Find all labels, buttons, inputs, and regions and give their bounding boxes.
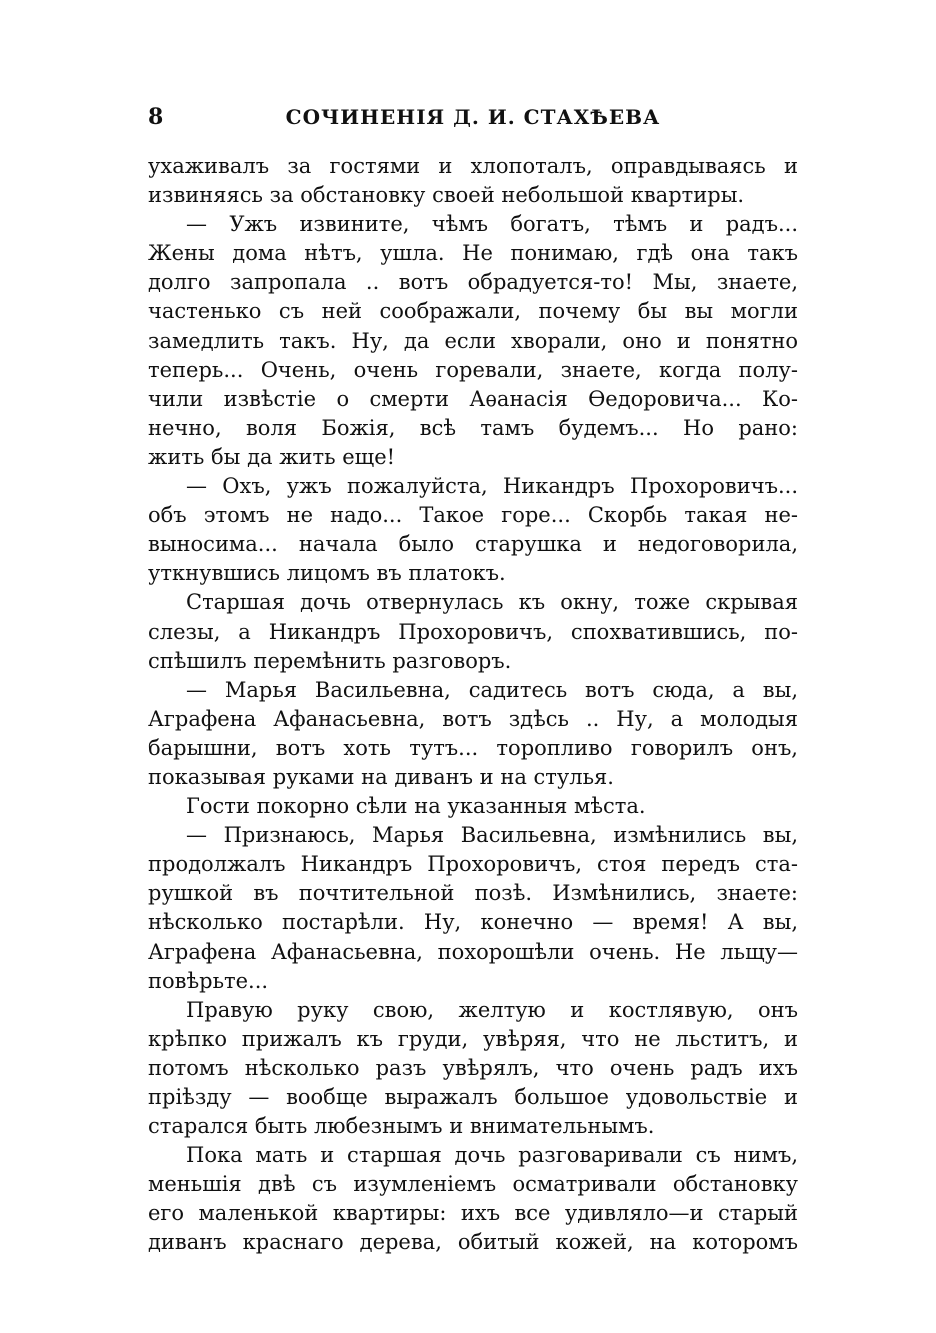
text-line: Старшая дочь отвернулась къ окну, тоже скрывая [186,590,798,615]
text-line: Аграфена Афанасьевна, похорошѣли очень. Не льщу— [148,939,798,964]
text-line: уткнувшись лицомъ въ платокъ. [148,561,506,586]
text-line: Аграфена Афанасьевна, вотъ здѣсь .. Ну, а молодыя [148,706,798,731]
text-line: теперь... Очень, очень горевали, знаете, когда полу- [148,357,798,382]
text-line: выносима... начала было старушка и недоговорила, [148,532,798,557]
text-line: барышни, вотъ хоть тутъ... торопливо говорилъ онъ, [148,735,798,760]
text-line: диванъ краснаго дерева, обитый кожей, на которомъ [148,1230,798,1255]
text-line: спѣшилъ перемѣнить разговоръ. [148,648,512,673]
text-line: его маленькой квартиры: ихъ все удивляло—и старый [148,1201,798,1226]
text-line: замедлить такъ. Ну, да если хворали, оно и понятно [148,328,798,353]
text-line: частенько съ ней соображали, почему бы вы могли [148,299,798,324]
text-line: Гости покорно сѣли на указанныя мѣста. [186,794,646,819]
text-line: Правую руку свою, желтую и костлявую, онъ [186,997,798,1022]
text-line: чили извѣстіе о смерти Аѳанасія Ѳедоровича... Ко- [148,386,798,411]
text-line: Пока мать и старшая дочь разговаривали съ нимъ, [186,1143,798,1168]
text-line: нѣсколько постарѣли. Ну, конечно — время! А вы, [148,910,798,935]
running-title: СОЧИНЕНІЯ Д. И. СТАХѢЕВА [285,105,661,129]
text-line: крѣпко прижалъ къ груди, увѣряя, что не льститъ, и [148,1026,798,1051]
text-line: ухаживалъ за гостями и хлопоталъ, оправдываясь и [148,154,798,178]
text-line: продолжалъ Никандръ Прохоровичъ, стоя передъ ста- [148,852,798,877]
text-line: объ этомъ не надо... Такое горе... Скорбь такая не- [148,503,798,528]
text-line: долго запропала .. вотъ обрадуется-то! Мы, знаете, [148,270,798,295]
text-line: повѣрьте... [148,968,269,993]
page-number: 8 [148,104,164,130]
text-line: жить бы да жить еще! [148,444,396,469]
text-line: потомъ нѣсколько разъ увѣрялъ, что очень радъ ихъ [148,1055,798,1080]
text-line: — Признаюсь, Марья Васильевна, измѣнились вы, [186,823,798,848]
page-header [148,100,798,134]
text-line: рушкой въ почтительной позѣ. Измѣнились, знаете: [148,881,798,906]
text-line: извиняясь за обстановку своей небольшой квартиры. [148,183,745,208]
body-text [148,152,798,1258]
text-line: слезы, а Никандръ Прохоровичъ, спохватившись, по- [148,619,798,644]
text-line: — Ужъ извините, чѣмъ богатъ, тѣмъ и радъ... [186,212,798,237]
text-line: нечно, воля Божія, всѣ тамъ будемъ... Но рано: [148,415,798,440]
text-line: пріѣзду — вообще выражалъ большое удовольствіе и [148,1085,798,1109]
text-line: показывая руками на диванъ и на стулья. [148,764,614,789]
text-line: — Марья Васильевна, садитесь вотъ сюда, а вы, [186,677,798,702]
text-line: меньшія двѣ съ изумленіемъ осматривали обстановку [148,1172,798,1197]
text-line: Жены дома нѣтъ, ушла. Не понимаю, гдѣ она такъ [148,241,798,266]
text-line: — Охъ, ужъ пожалуйста, Никандръ Прохоровичъ... [186,474,798,499]
text-line: старался быть любезнымъ и внимательнымъ. [148,1114,655,1139]
